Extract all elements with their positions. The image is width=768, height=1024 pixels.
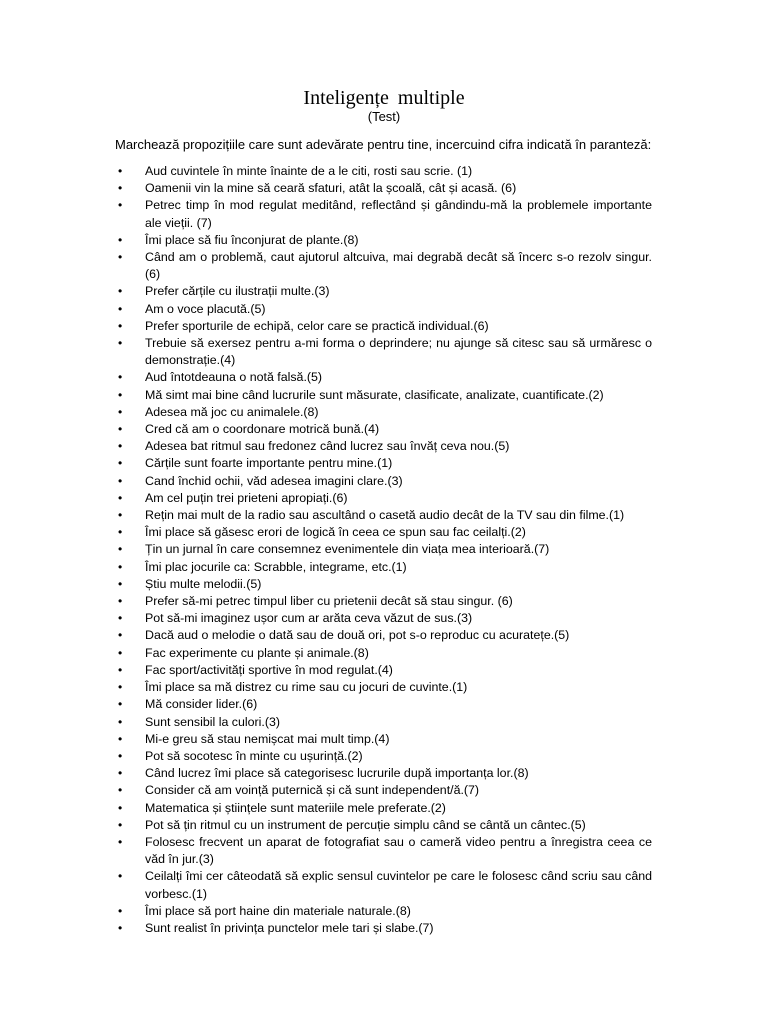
bullet-icon: • [118, 869, 123, 884]
list-item [0, 197, 652, 231]
bullet-icon: • [118, 250, 123, 265]
statement-text: Dacă aud o melodie o dată sau de două ori, pot s-o reproduc cu acuratețe.(5) [145, 628, 570, 643]
bullet-icon: • [118, 336, 123, 351]
list-item [0, 541, 652, 558]
bullet-icon: • [118, 576, 123, 591]
statement-text: Pot să țin ritmul cu un instrument de percuție simplu când se cântă un cântec.(5) [145, 817, 586, 832]
bullet-icon: • [118, 662, 123, 677]
bullet-icon: • [118, 748, 123, 763]
statement-text: Am o voce placută.(5) [145, 301, 266, 316]
list-item [0, 473, 652, 490]
bullet-icon: • [118, 301, 123, 316]
bullet-icon: • [118, 559, 123, 574]
bullet-icon: • [118, 680, 123, 695]
statement-text: Îmi place să fiu înconjurat de plante.(8) [145, 232, 359, 247]
bullet-icon: • [118, 490, 123, 505]
bullet-icon: • [118, 473, 123, 488]
statement-text: Mă simt mai bine când lucrurile sunt măsurate, clasificate, analizate, cuantificate.(2) [145, 387, 604, 402]
list-item [0, 163, 652, 180]
bullet-icon: • [118, 714, 123, 729]
statement-text: Îmi place să port haine din materiale naturale.(8) [145, 903, 411, 918]
list-item [0, 559, 652, 576]
bullet-icon: • [118, 164, 123, 178]
bullet-icon: • [118, 800, 123, 815]
list-item [0, 490, 652, 507]
list-item [0, 180, 652, 197]
list-item [0, 748, 652, 765]
bullet-icon: • [118, 181, 123, 196]
list-item [0, 679, 652, 696]
bullet-icon: • [118, 628, 123, 643]
statement-text: Cred că am o coordonare motrică bună.(4) [145, 422, 380, 437]
list-item [0, 249, 652, 283]
list-item [0, 800, 652, 817]
statement-text: Cand închid ochii, văd adesea imagini clare.(3) [145, 473, 403, 488]
bullet-icon: • [118, 817, 123, 832]
statement-text: Folosesc frecvent un aparat de fotografiat sau o cameră video pentru a înregistra ceea ce văd în jur.(3) [145, 834, 652, 867]
list-item [0, 920, 652, 937]
statement-text: Am cel puțin trei prieteni apropiați.(6) [145, 490, 348, 505]
bullet-icon: • [118, 920, 123, 935]
list-item [0, 387, 652, 404]
statement-text: Trebuie să exersez pentru a-mi forma o deprindere; nu ajunge să citesc sau să urmăresc o demonstrație.(4) [145, 336, 652, 368]
list-item [0, 232, 652, 249]
list-item [0, 817, 652, 834]
bullet-icon: • [118, 525, 123, 540]
document-title: Inteligențe multiple [303, 87, 465, 109]
bullet-icon: • [118, 318, 123, 333]
bullet-icon: • [118, 198, 123, 213]
statement-text: Sunt realist în privința punctelor mele tari și slabe.(7) [145, 920, 434, 935]
bullet-icon: • [118, 232, 123, 247]
bullet-icon: • [118, 645, 123, 660]
statement-text: Îmi place sa mă distrez cu rime sau cu jocuri de cuvinte.(1) [145, 680, 468, 695]
statement-text: Pot să-mi imaginez ușor cum ar arăta ceva văzut de sus.(3) [145, 611, 473, 626]
bullet-icon: • [118, 508, 123, 523]
statement-text: Când am o problemă, caut ajutorul altcuiva, mai degrabă decât să încerc s-o rezolv singur.(6) [145, 250, 652, 282]
list-item [0, 731, 652, 748]
list-item [0, 662, 652, 679]
bullet-icon: • [118, 731, 123, 746]
bullet-icon: • [118, 404, 123, 419]
bullet-icon: • [118, 456, 123, 471]
list-item [0, 610, 652, 627]
list-item [0, 438, 652, 455]
statement-text: Prefer sporturile de echipă, celor care se practică individual.(6) [145, 318, 489, 333]
statement-text: Pot să socotesc în minte cu ușurință.(2) [145, 748, 363, 763]
statement-text: Știu multe melodii.(5) [145, 576, 262, 591]
list-item [0, 455, 652, 472]
statement-text: Rețin mai mult de la radio sau ascultând o casetă audio decât de la TV sau din filme.(1) [145, 508, 625, 523]
list-item [0, 782, 652, 799]
bullet-icon: • [118, 783, 123, 798]
statement-text: Matematica și științele sunt materiile mele preferate.(2) [145, 800, 446, 815]
statement-text: Adesea mă joc cu animalele.(8) [145, 404, 319, 419]
statement-text: Mi-e greu să stau nemișcat mai mult timp.(4) [145, 731, 390, 746]
list-item [0, 335, 652, 369]
list-item [0, 369, 652, 386]
statement-text: Sunt sensibil la culori.(3) [145, 714, 280, 729]
list-item [0, 627, 652, 644]
bullet-icon: • [118, 594, 123, 609]
bullet-icon: • [118, 439, 123, 454]
list-item [0, 421, 652, 438]
statement-text: Petrec timp în mod regulat meditând, reflectând și gândindu-mă la problemele importante ale vieții. (7) [145, 198, 652, 230]
statement-text: Fac experimente cu plante și animale.(8) [145, 645, 369, 660]
statement-text: Aud cuvintele în minte înainte de a le citi, rosti sau scrie. (1) [145, 164, 473, 178]
bullet-icon: • [118, 422, 123, 437]
list-item [0, 593, 652, 610]
list-item [0, 507, 652, 524]
list-item [0, 404, 652, 421]
list-item [0, 576, 652, 593]
list-item [0, 903, 652, 920]
statement-text: Îmi place să găsesc erori de logică în ceea ce spun sau fac ceilalți.(2) [145, 525, 526, 540]
list-item [0, 714, 652, 731]
statement-text: Mă consider lider.(6) [145, 697, 258, 712]
bullet-icon: • [118, 903, 123, 918]
list-item [0, 318, 652, 335]
statement-text: Aud întotdeauna o notă falsă.(5) [145, 370, 323, 385]
list-item [0, 696, 652, 713]
list-item [0, 301, 652, 318]
statement-text: Țin un jurnal în care consemnez evenimentele din viața mea interioară.(7) [145, 542, 550, 557]
bullet-icon: • [118, 834, 123, 849]
bullet-icon: • [118, 542, 123, 557]
statement-text: Cărțile sunt foarte importante pentru mine.(1) [145, 456, 393, 471]
statement-text: Ceilalți îmi cer câteodată să explic sensul cuvintelor pe care le folosesc când scriu sau când vorbesc.(1) [145, 869, 652, 901]
list-item [0, 524, 652, 541]
list-item [0, 645, 652, 662]
statement-text: Consider că am voință puternică și că sunt independent/ă.(7) [145, 783, 480, 798]
bullet-icon: • [118, 370, 123, 385]
bullet-icon: • [118, 387, 123, 402]
bullet-icon: • [118, 697, 123, 712]
bullet-icon: • [118, 766, 123, 781]
document-subtitle: (Test) [367, 109, 401, 124]
statement-text: Îmi plac jocurile ca: Scrabble, integrame, etc.(1) [145, 559, 407, 574]
instruction-text: Marchează propozițiile care sunt adevărate pentru tine, incercuind cifra indicată în paranteză: [115, 137, 652, 152]
statement-text: Adesea bat ritmul sau fredonez când lucrez sau învăț ceva nou.(5) [145, 439, 510, 454]
list-item [0, 765, 652, 782]
statement-text: Oamenii vin la mine să ceară sfaturi, atât la școală, cât și acasă. (6) [145, 181, 517, 196]
list-item [0, 283, 652, 300]
statement-text: Prefer cărțile cu ilustrații multe.(3) [145, 284, 330, 299]
statement-list [0, 163, 768, 937]
statement-text: Fac sport/activități sportive în mod regulat.(4) [145, 662, 393, 677]
bullet-icon: • [118, 284, 123, 299]
list-item [0, 868, 652, 902]
bullet-icon: • [118, 611, 123, 626]
statement-text: Când lucrez îmi place să categorisesc lucrurile după importanța lor.(8) [145, 766, 529, 781]
list-item [0, 834, 652, 868]
statement-text: Prefer să-mi petrec timpul liber cu prietenii decât să stau singur. (6) [145, 594, 513, 609]
